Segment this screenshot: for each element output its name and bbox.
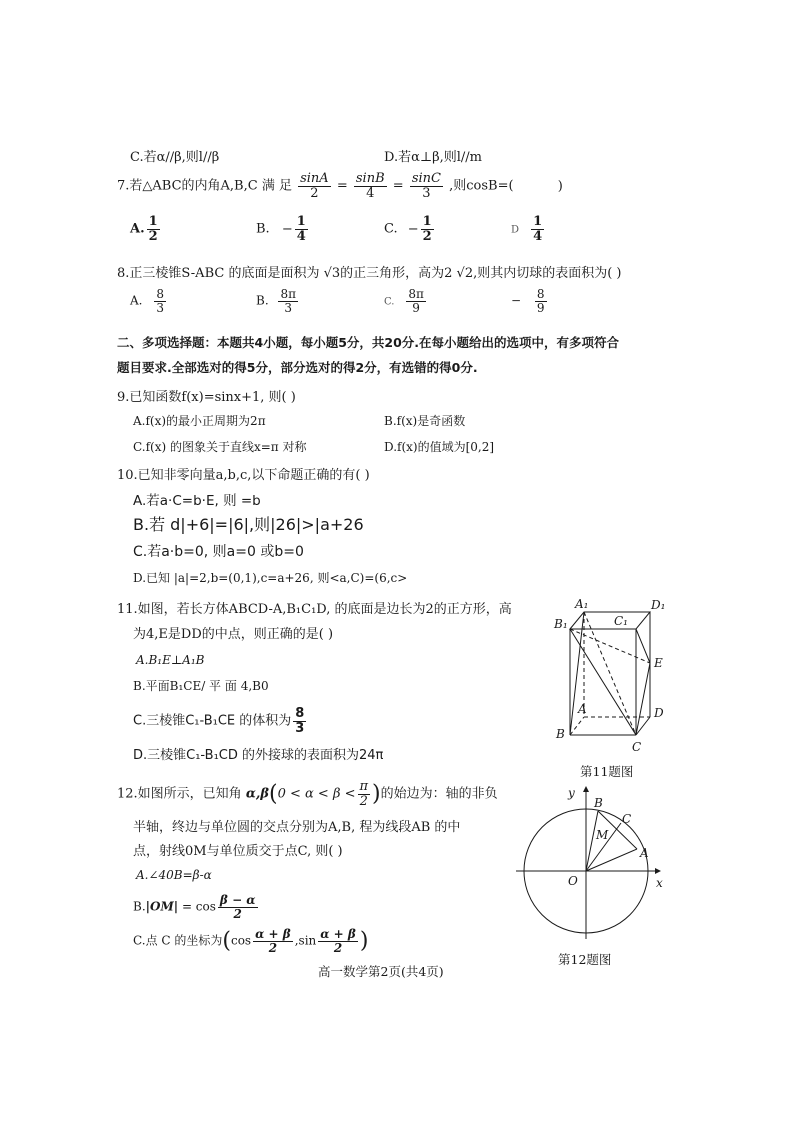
q12-c-num1: α + β — [255, 927, 291, 941]
label-point-b: B — [594, 796, 603, 810]
q11-option-a: A.B₁E⊥A₁B — [136, 653, 205, 667]
q12-stem-line3: 点，射线0M与单位质交于点C, 则( ) — [133, 844, 343, 859]
q9-stem: 9.已知函数f(x)=sinx+1, 则( ) — [117, 390, 296, 405]
section2-instructions-line1: 二、多项选择题：本题共4小题，每小题5分，共20分.在每小题给出的选项中，有多项符合 — [117, 335, 620, 350]
q7-a-num: 1 — [148, 214, 158, 229]
q11-option-d: D.三棱锥C₁-B₁CD 的外接球的表面积为24π — [133, 748, 384, 763]
q7-frac-sinA — [298, 172, 331, 200]
q12-cond-frac — [358, 780, 371, 808]
label-point-a: A — [640, 846, 649, 860]
q8-option-a — [130, 288, 168, 314]
q7-frac-sinB — [354, 172, 387, 200]
q7-a-label: A. — [130, 221, 145, 237]
q12-angles: α,β — [245, 786, 269, 802]
q12-c-open-paren: ( — [222, 928, 231, 954]
q7-stem-close: ) — [557, 178, 563, 194]
q12-figure-caption: 第12题图 — [558, 952, 612, 967]
q7-option-d — [511, 215, 546, 243]
q10-option-a: A.若a·C=b·E, 则 =b — [133, 493, 261, 509]
page-footer: 高一数学第2页(共4页) — [318, 964, 444, 979]
q7-frac-sinB-num: sinB — [355, 171, 385, 186]
q6-option-c: C.若α//β,则l//β — [130, 150, 220, 165]
q12-option-c — [133, 928, 368, 954]
label-c1: C₁ — [614, 614, 628, 628]
label-point-m: M — [596, 828, 609, 842]
q7-b-sign: − — [281, 221, 293, 237]
q10-option-b: B.若 d|+6|=|6|,则|26|>|a+26 — [133, 515, 364, 534]
q11-c-num: 8 — [295, 706, 305, 721]
q12-c-den1: 2 — [268, 940, 278, 955]
label-d1: D₁ — [651, 598, 666, 612]
q12-b-frac — [218, 894, 258, 920]
q7-option-b — [256, 215, 310, 243]
q12-c-frac2 — [318, 928, 358, 954]
q7-d-label: D — [511, 224, 520, 236]
q12-cond-text: 0 < α < β < — [277, 786, 356, 802]
q8-d-label: − — [511, 293, 522, 308]
q8-c-label: C. — [384, 296, 395, 308]
q11-option-b: B.平面B₁CE/ 平 面 4,B0 — [133, 679, 269, 693]
q8-b-label: B. — [256, 293, 269, 308]
q11-c-text: C.三棱锥C₁-B₁CE 的体积为 — [133, 713, 292, 729]
q8-option-c — [384, 288, 428, 314]
q12-stem-pre: 12.如图所示，已知角 — [117, 786, 242, 802]
q8-c-den: 9 — [412, 300, 420, 315]
q12-cond-close-paren: ) — [372, 781, 381, 807]
q10-option-d: D.已知 |a|=2,b=(0,1),c=a+26, 则<a,C)=(6,c> — [133, 571, 408, 585]
q12-stem-post: 的始边为：轴的非负 — [380, 786, 498, 802]
q12-option-b — [133, 894, 260, 920]
q8-a-den: 3 — [156, 300, 164, 315]
q8-b-den: 3 — [284, 300, 293, 315]
q8-option-d — [511, 288, 549, 314]
q8-d-frac — [535, 288, 547, 314]
q12-option-a: A.∠40B=β-α — [136, 868, 212, 882]
q7-frac-sinA-num: sinA — [300, 171, 329, 186]
q12-stem-line2: 半轴，终边与单位圆的交点分别为A,B, 程为线段AB 的中 — [133, 820, 461, 835]
q7-stem-post: ,则cosB=( — [449, 178, 514, 194]
q11-c-frac — [293, 707, 306, 735]
q7-eq1: = — [336, 178, 348, 194]
label-a1: A₁ — [575, 597, 589, 611]
q7-stem-pre: 7.若△ABC的内角A,B,C 满 足 — [117, 178, 292, 194]
q8-stem: 8.正三棱锥S-ABC 的底面是面积为 √3的正三角形，高为2 √2,则其内切球的表面积为( ) — [117, 266, 622, 281]
q8-b-num: 8π — [280, 287, 296, 301]
label-origin: O — [568, 874, 578, 888]
q12-cond-num: π — [359, 779, 369, 794]
q11-stem-line1: 11.如图，若长方体ABCD-A,B₁C₁D, 的底面是边长为2的正方形，高 — [117, 602, 512, 617]
q7-a-den: 2 — [148, 228, 158, 244]
q7-c-label: C. — [384, 221, 398, 237]
q8-c-num: 8π — [408, 287, 424, 301]
q9-option-c: C.f(x) 的图象关于直线x=π 对称 — [133, 440, 307, 454]
q7-frac-sinC-den: 3 — [422, 185, 431, 201]
q12-b-eq: = cos — [181, 899, 216, 914]
q7-c-num: 1 — [422, 214, 432, 229]
q7-frac-sinC — [410, 172, 443, 200]
q7-stem — [117, 172, 563, 200]
q12-stem-line1 — [117, 780, 498, 808]
q7-d-frac — [531, 215, 544, 243]
q11-option-c — [133, 707, 308, 735]
q12-b-num: β − α — [219, 893, 256, 907]
label-point-c: C — [622, 812, 632, 826]
q7-eq2: = — [392, 178, 404, 194]
q11-figure-caption: 第11题图 — [580, 764, 634, 779]
q9-option-d: D.f(x)的值域为[0,2] — [384, 440, 495, 454]
q7-option-c — [384, 215, 436, 243]
q7-c-den: 2 — [422, 228, 432, 244]
q7-c-frac — [421, 215, 434, 243]
q7-frac-sinC-num: sinC — [411, 171, 441, 186]
q8-d-den: 9 — [536, 300, 545, 315]
label-y-axis: y — [568, 786, 575, 800]
q7-b-num: 1 — [296, 214, 306, 229]
prism-segment-a1b — [570, 612, 584, 735]
q7-b-label: B. — [256, 221, 270, 237]
label-x-axis: x — [656, 876, 663, 890]
label-e: E — [654, 656, 663, 670]
label-c: C — [632, 740, 642, 754]
q12-figure-unit-circle — [510, 783, 670, 943]
q9-option-b: B.f(x)是奇函数 — [384, 414, 466, 428]
q10-option-c: C.若a·b=0, 则a=0 或b=0 — [133, 544, 304, 560]
q12-c-frac1 — [253, 928, 293, 954]
q8-a-num: 8 — [156, 287, 164, 301]
q10-stem: 10.已知非零向量a,b,c,以下命题正确的有( ) — [117, 468, 370, 483]
q12-c-den2: 2 — [333, 940, 343, 955]
label-b: B — [556, 727, 565, 741]
q7-c-sign: − — [407, 221, 419, 237]
q12-c-close-paren: ) — [359, 928, 369, 954]
q7-d-num: 1 — [533, 214, 543, 229]
q7-a-frac — [147, 215, 160, 243]
q12-c-label: C.点 C 的坐标为 — [133, 933, 223, 948]
q11-stem-line2: 为4,E是DD的中点，则正确的是( ) — [133, 627, 334, 642]
q7-b-frac — [295, 215, 308, 243]
q12-cond-den: 2 — [359, 793, 368, 809]
label-a: A — [578, 702, 587, 716]
q11-c-den: 3 — [295, 720, 305, 736]
q8-option-b — [256, 288, 300, 314]
q8-c-frac — [406, 288, 426, 314]
q7-frac-sinA-den: 2 — [310, 185, 319, 201]
q8-a-frac — [154, 288, 166, 314]
q11-figure-prism — [550, 595, 675, 760]
q7-b-den: 4 — [296, 228, 306, 244]
q9-option-a: A.f(x)的最小正周期为2π — [133, 414, 266, 428]
q12-c-num2: α + β — [320, 927, 356, 941]
label-d: D — [654, 706, 664, 720]
q8-b-frac — [278, 288, 298, 314]
q7-option-a — [130, 215, 162, 243]
prism-segment-b1c — [570, 629, 636, 735]
q7-d-den: 4 — [533, 228, 543, 244]
section2-instructions-line2: 题目要求.全部选对的得5分，部分选对的得2分，有选错的得0分. — [117, 360, 478, 375]
q12-c-sin: ,sin — [294, 933, 317, 948]
q7-frac-sinB-den: 4 — [366, 185, 375, 201]
q8-a-label: A. — [130, 293, 143, 308]
q12-b-den: 2 — [233, 906, 242, 921]
q12-b-abs: |OM| — [145, 899, 179, 914]
q6-option-d: D.若α⊥β,则l//m — [384, 150, 482, 165]
q12-b-label: B. — [133, 899, 146, 914]
q12-c-cos: cos — [230, 933, 252, 948]
label-b1: B₁ — [554, 617, 568, 631]
q8-d-num: 8 — [536, 287, 545, 301]
prism-segment-ce — [636, 663, 650, 735]
q12-cond-open-paren: ( — [269, 781, 278, 807]
